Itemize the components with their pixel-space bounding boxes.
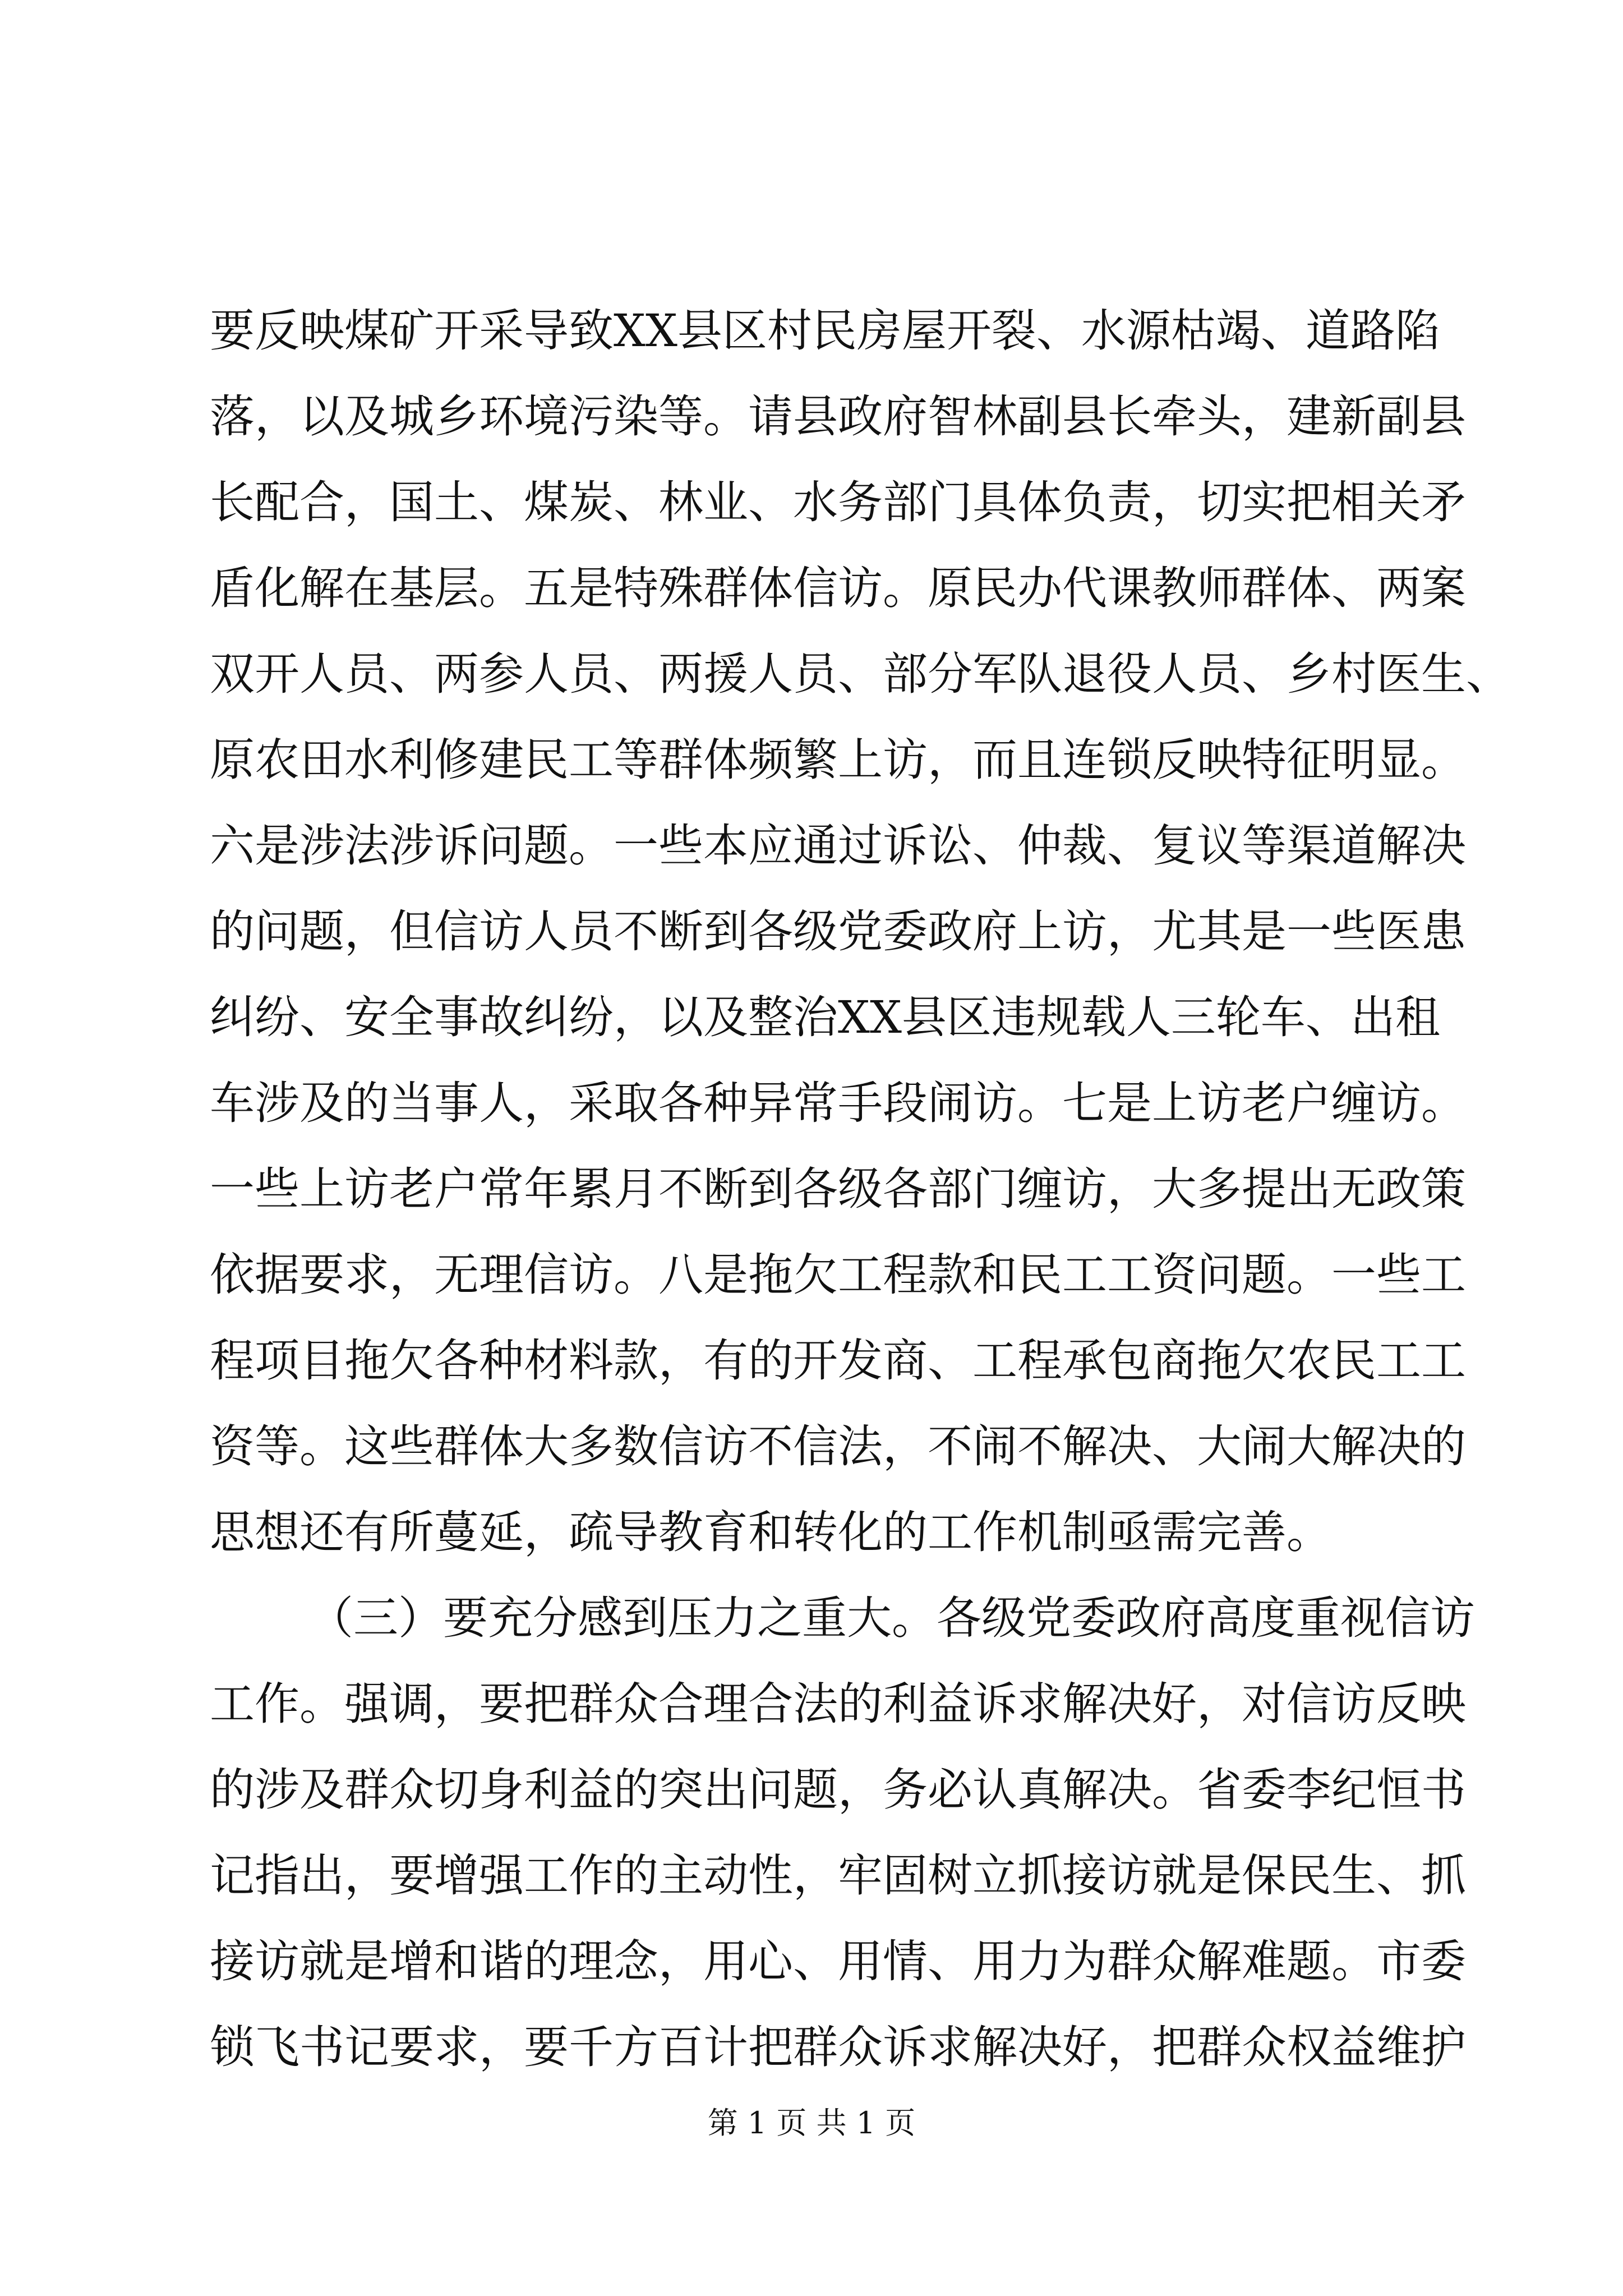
text-line-4: 盾化解在基层。五是特殊群体信访。原民办代课教师群体、两案 (210, 562, 1466, 614)
text-line-13: 程项目拖欠各种材料款，有的开发商、工程承包商拖欠农民工工 (210, 1335, 1466, 1387)
text-line-17: 工作。强调，要把群众合理合法的利益诉求解决好，对信访反映 (210, 1678, 1466, 1730)
text-line-15: 思想还有所蔓延，疏导教育和转化的工作机制亟需完善。 (210, 1506, 1331, 1558)
text-line-5: 双开人员、两参人员、两援人员、部分军队退役人员、乡村医生、 (210, 648, 1511, 700)
text-line-11: 一些上访老户常年累月不断到各级各部门缠访，大多提出无政策 (210, 1163, 1466, 1215)
text-line-21: 锁飞书记要求，要千方百计把群众诉求解决好，把群众权益维护 (210, 2021, 1466, 2073)
text-line-19: 记指出，要增强工作的主动性，牢固树立抓接访就是保民生、抓 (210, 1849, 1466, 1902)
text-line-12: 依据要求，无理信访。八是拖欠工程款和民工工资问题。一些工 (210, 1249, 1466, 1301)
text-line-9: 纠纷、安全事故纠纷，以及整治XX县区违规载人三轮车、出租 (210, 991, 1440, 1043)
text-line-3: 长配合，国土、煤炭、林业、水务部门具体负责，切实把相关矛 (210, 476, 1466, 528)
text-line-10: 车涉及的当事人，采取各种异常手段闹访。七是上访老户缠访。 (210, 1077, 1466, 1129)
text-line-18: 的涉及群众切身利益的突出问题，务必认真解决。省委李纪恒书 (210, 1764, 1466, 1816)
text-line-14: 资等。这些群体大多数信访不信法，不闹不解决、大闹大解决的 (210, 1420, 1466, 1473)
text-line-8: 的问题，但信访人员不断到各级党委政府上访，尤其是一些医患 (210, 905, 1466, 958)
text-line-1: 要反映煤矿开采导致XX县区村民房屋开裂、水源枯竭、道路陷 (210, 305, 1440, 357)
text-line-2: 落，以及城乡环境污染等。请县政府智林副县长牵头，建新副县 (210, 390, 1466, 443)
text-line-16: （三）要充分感到压力之重大。各级党委政府高度重视信访 (308, 1592, 1475, 1644)
text-line-7: 六是涉法涉诉问题。一些本应通过诉讼、仲裁、复议等渠道解决 (210, 820, 1466, 872)
page-footer: 第 1 页 共 1 页 (707, 2105, 916, 2141)
text-line-20: 接访就是增和谐的理念，用心、用情、用力为群众解难题。市委 (210, 1935, 1466, 1987)
text-line-6: 原农田水利修建民工等群体频繁上访，而且连锁反映特征明显。 (210, 734, 1466, 786)
